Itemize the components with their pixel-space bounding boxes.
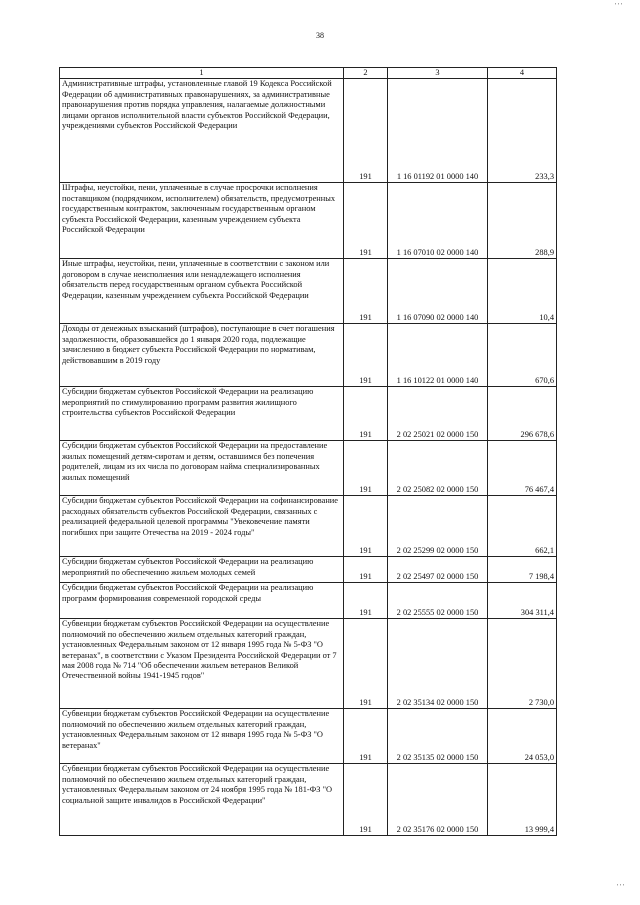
budget-code: 2 02 25299 02 0000 150 [388, 496, 488, 557]
table-row [60, 764, 557, 836]
budget-code: 2 02 35134 02 0000 150 [388, 619, 488, 709]
admin-code: 191 [344, 79, 388, 183]
admin-code: 191 [344, 259, 388, 324]
table-row [60, 441, 557, 496]
revenue-name: Субсидии бюджетам субъектов Российской Федерации на предоставление жилых помещений детям-сиротам и детям, оставшимся без попечения родителей, лицам из их числа по договорам найма специализированных жилых помещений [60, 441, 344, 496]
table-row [60, 619, 557, 709]
table-header-row [60, 68, 557, 79]
admin-code: 191 [344, 441, 388, 496]
table-row [60, 583, 557, 619]
budget-code: 2 02 35176 02 0000 150 [388, 764, 488, 836]
budget-code: 1 16 10122 01 0000 140 [388, 324, 488, 387]
amount: 296 678,6 [488, 387, 557, 441]
revenue-name: Субсидии бюджетам субъектов Российской Федерации на реализацию мероприятий по стимулированию программ развития жилищного строительства субъектов Российской Федерации [60, 387, 344, 441]
header-col-4: 4 [488, 68, 557, 79]
table-row [60, 324, 557, 387]
header-col-3: 3 [388, 68, 488, 79]
budget-code: 2 02 25497 02 0000 150 [388, 557, 488, 583]
revenue-name: Административные штрафы, установленные главой 19 Кодекса Российской Федерации об административных правонарушениях, за административные правонарушения против порядка управления, налагаемые должностными лицами органов исполнительной власти субъектов Российской Федерации, учреждениями субъектов Российской Федерации [60, 79, 344, 183]
budget-code: 1 16 07010 02 0000 140 [388, 183, 488, 259]
revenue-name: Субвенции бюджетам субъектов Российской Федерации на осуществление полномочий по обеспечению жильем отдельных категорий граждан, установленных Федеральным законом от 12 января 1995 года № 5-ФЗ "О ветеранах" [60, 709, 344, 764]
amount: 24 053,0 [488, 709, 557, 764]
table-row [60, 183, 557, 259]
admin-code: 191 [344, 619, 388, 709]
table-row [60, 496, 557, 557]
admin-code: 191 [344, 324, 388, 387]
revenue-name: Иные штрафы, неустойки, пени, уплаченные в соответствии с законом или договором в случае неисполнения или ненадлежащего исполнения обязательств перед государственным органом субъекта Российской Федерации, казенным учреждением субъекта Российской Федерации [60, 259, 344, 324]
admin-code: 191 [344, 709, 388, 764]
budget-code: 2 02 25021 02 0000 150 [388, 387, 488, 441]
budget-code: 2 02 35135 02 0000 150 [388, 709, 488, 764]
budget-code: 1 16 07090 02 0000 140 [388, 259, 488, 324]
budget-code: 1 16 01192 01 0000 140 [388, 79, 488, 183]
revenue-name: Субвенции бюджетам субъектов Российской Федерации на осуществление полномочий по обеспечению жильем отдельных категорий граждан, установленных Федеральным законом от 24 ноября 1995 года № 181-ФЗ "О социальной защите инвалидов в Российской Федерации" [60, 764, 344, 836]
revenue-name: Субсидии бюджетам субъектов Российской Федерации на реализацию мероприятий по обеспечению жильем молодых семей [60, 557, 344, 583]
revenue-name: Субсидии бюджетам субъектов Российской Федерации на софинансирование расходных обязательств субъектов Российской Федерации, связанных с реализацией федеральной целевой программы "Увековечение памяти погибших при защите Отечества на 2019 - 2024 годы" [60, 496, 344, 557]
table-row [60, 709, 557, 764]
budget-code: 2 02 25082 02 0000 150 [388, 441, 488, 496]
header-col-2: 2 [344, 68, 388, 79]
table-row [60, 79, 557, 183]
admin-code: 191 [344, 583, 388, 619]
amount: 13 999,4 [488, 764, 557, 836]
amount: 233,3 [488, 79, 557, 183]
amount: 10,4 [488, 259, 557, 324]
corner-mark-bottom: ' ' ' [616, 883, 624, 891]
admin-code: 191 [344, 387, 388, 441]
amount: 662,1 [488, 496, 557, 557]
amount: 76 467,4 [488, 441, 557, 496]
corner-mark-top: ' ' ' [614, 2, 622, 10]
amount: 2 730,0 [488, 619, 557, 709]
table-row [60, 387, 557, 441]
revenue-name: Субвенции бюджетам субъектов Российской Федерации на осуществление полномочий по обеспечению жильем отдельных категорий граждан, установленных Федеральным законом от 12 января 1995 года № 5-ФЗ "О ветеранах", в соответствии с Указом Президента Российской Федерации от 7 мая 2008 года № 714 "Об обеспечении жильем ветеранов Великой Отечественной войны 1941-1945 годов" [60, 619, 344, 709]
page-number: 38 [316, 31, 324, 40]
header-col-1: 1 [60, 68, 344, 79]
revenue-name: Доходы от денежных взысканий (штрафов), поступающие в счет погашения задолженности, образовавшейся до 1 января 2020 года, подлежащие зачислению в бюджет субъекта Российской Федерации по нормативам, действовавшим в 2019 году [60, 324, 344, 387]
amount: 288,9 [488, 183, 557, 259]
admin-code: 191 [344, 764, 388, 836]
admin-code: 191 [344, 557, 388, 583]
amount: 670,6 [488, 324, 557, 387]
amount: 7 198,4 [488, 557, 557, 583]
budget-code: 2 02 25555 02 0000 150 [388, 583, 488, 619]
revenue-table [59, 67, 557, 836]
revenue-name: Штрафы, неустойки, пени, уплаченные в случае просрочки исполнения поставщиком (подрядчиком, исполнителем) обязательств, предусмотренных государственным контрактом, заключенным государственным органом субъекта Российской Федерации, казенным учреждением субъекта Российской Федерации [60, 183, 344, 259]
amount: 304 311,4 [488, 583, 557, 619]
table-row [60, 259, 557, 324]
admin-code: 191 [344, 496, 388, 557]
admin-code: 191 [344, 183, 388, 259]
table-row [60, 557, 557, 583]
revenue-name: Субсидии бюджетам субъектов Российской Федерации на реализацию программ формирования современной городской среды [60, 583, 344, 619]
